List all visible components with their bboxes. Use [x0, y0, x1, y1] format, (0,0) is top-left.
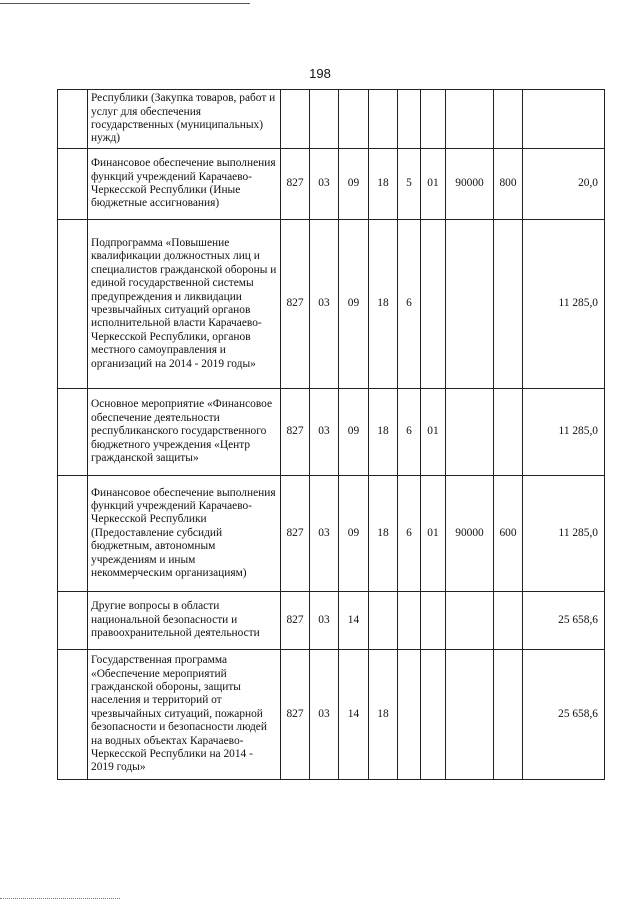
row-number-cell — [58, 476, 88, 592]
table-body — [58, 90, 605, 780]
expense-type-code — [494, 650, 523, 780]
program-code — [369, 90, 398, 149]
amount — [523, 90, 605, 149]
table-row — [58, 90, 605, 149]
row-number-cell — [58, 220, 88, 389]
table-row — [58, 476, 605, 592]
section-code: 03 — [310, 476, 339, 592]
row-number-cell — [58, 650, 88, 780]
table-row — [58, 592, 605, 650]
row-name: Государственная программа «Обеспечение мероприятий гражданской обороны, защиты населения и территорий от чрезвычайных ситуаций, пожарной безопасности и безопасности людей на водных объектах Карачаево-Черкесской Республики на 2014 - 2019 годы» — [88, 650, 281, 780]
row-number-cell — [58, 592, 88, 650]
ministry-code: 827 — [281, 389, 310, 476]
subsection-code: 14 — [339, 592, 369, 650]
amount: 25 658,6 — [523, 592, 605, 650]
expense-type-code — [494, 90, 523, 149]
direction-code — [446, 90, 494, 149]
subprogram-code: 5 — [398, 149, 421, 220]
section-code: 03 — [310, 592, 339, 650]
expense-type-code: 800 — [494, 149, 523, 220]
top-scan-rule — [0, 3, 250, 4]
ministry-code: 827 — [281, 592, 310, 650]
subprogram-code — [398, 90, 421, 149]
subprogram-code: 6 — [398, 389, 421, 476]
subprogram-code — [398, 650, 421, 780]
expense-type-code — [494, 220, 523, 389]
direction-code: 90000 — [446, 476, 494, 592]
subsection-code: 09 — [339, 476, 369, 592]
event-code: 01 — [421, 476, 446, 592]
ministry-code: 827 — [281, 149, 310, 220]
table-row — [58, 650, 605, 780]
table-row — [58, 220, 605, 389]
program-code: 18 — [369, 476, 398, 592]
row-name: Основное мероприятие «Финансовое обеспечение деятельности республиканского государственного бюджетного учреждения «Центр гражданской защиты» — [88, 389, 281, 476]
direction-code — [446, 389, 494, 476]
row-name: Подпрограмма «Повышение квалификации должностных лиц и специалистов гражданской обороны и единой государственной системы предупреждения и ликвидации чрезвычайных ситуаций органов исполнительной власти Карачаево-Черкесской Республики, органов местного самоуправления и организаций на 2014 - 2019 годы» — [88, 220, 281, 389]
section-code: 03 — [310, 389, 339, 476]
subprogram-code: 6 — [398, 220, 421, 389]
program-code: 18 — [369, 389, 398, 476]
direction-code — [446, 220, 494, 389]
row-name: Финансовое обеспечение выполнения функций учреждений Карачаево-Черкесской Республики (Предоставление субсидий бюджетным, автономным учреждениям и иным некоммерческим организациям) — [88, 476, 281, 592]
subsection-code: 09 — [339, 389, 369, 476]
direction-code: 90000 — [446, 149, 494, 220]
subsection-code: 09 — [339, 220, 369, 389]
amount: 25 658,6 — [523, 650, 605, 780]
amount: 20,0 — [523, 149, 605, 220]
program-code: 18 — [369, 650, 398, 780]
row-name: Республики (Закупка товаров, работ и услуг для обеспечения государственных (муниципальных) нужд) — [88, 90, 281, 149]
ministry-code — [281, 90, 310, 149]
ministry-code: 827 — [281, 650, 310, 780]
event-code — [421, 220, 446, 389]
event-code — [421, 90, 446, 149]
expense-type-code — [494, 592, 523, 650]
subsection-code: 14 — [339, 650, 369, 780]
amount: 11 285,0 — [523, 476, 605, 592]
ministry-code: 827 — [281, 220, 310, 389]
budget-table — [57, 89, 605, 780]
row-name: Финансовое обеспечение выполнения функций учреждений Карачаево-Черкесской Республики (Иные бюджетные ассигнования) — [88, 149, 281, 220]
direction-code — [446, 592, 494, 650]
subsection-code — [339, 90, 369, 149]
table-row — [58, 389, 605, 476]
section-code: 03 — [310, 149, 339, 220]
expense-type-code — [494, 389, 523, 476]
row-name: Другие вопросы в области национальной безопасности и правоохранительной деятельности — [88, 592, 281, 650]
program-code: 18 — [369, 149, 398, 220]
ministry-code: 827 — [281, 476, 310, 592]
page-number: 198 — [309, 66, 331, 81]
program-code — [369, 592, 398, 650]
expense-type-code: 600 — [494, 476, 523, 592]
subprogram-code: 6 — [398, 476, 421, 592]
amount: 11 285,0 — [523, 389, 605, 476]
row-number-cell — [58, 389, 88, 476]
section-code — [310, 90, 339, 149]
subprogram-code — [398, 592, 421, 650]
direction-code — [446, 650, 494, 780]
table-row — [58, 149, 605, 220]
row-number-cell — [58, 90, 88, 149]
row-number-cell — [58, 149, 88, 220]
program-code: 18 — [369, 220, 398, 389]
event-code — [421, 592, 446, 650]
section-code: 03 — [310, 650, 339, 780]
event-code: 01 — [421, 389, 446, 476]
section-code: 03 — [310, 220, 339, 389]
bottom-scan-rule — [0, 898, 120, 899]
event-code: 01 — [421, 149, 446, 220]
amount: 11 285,0 — [523, 220, 605, 389]
subsection-code: 09 — [339, 149, 369, 220]
event-code — [421, 650, 446, 780]
